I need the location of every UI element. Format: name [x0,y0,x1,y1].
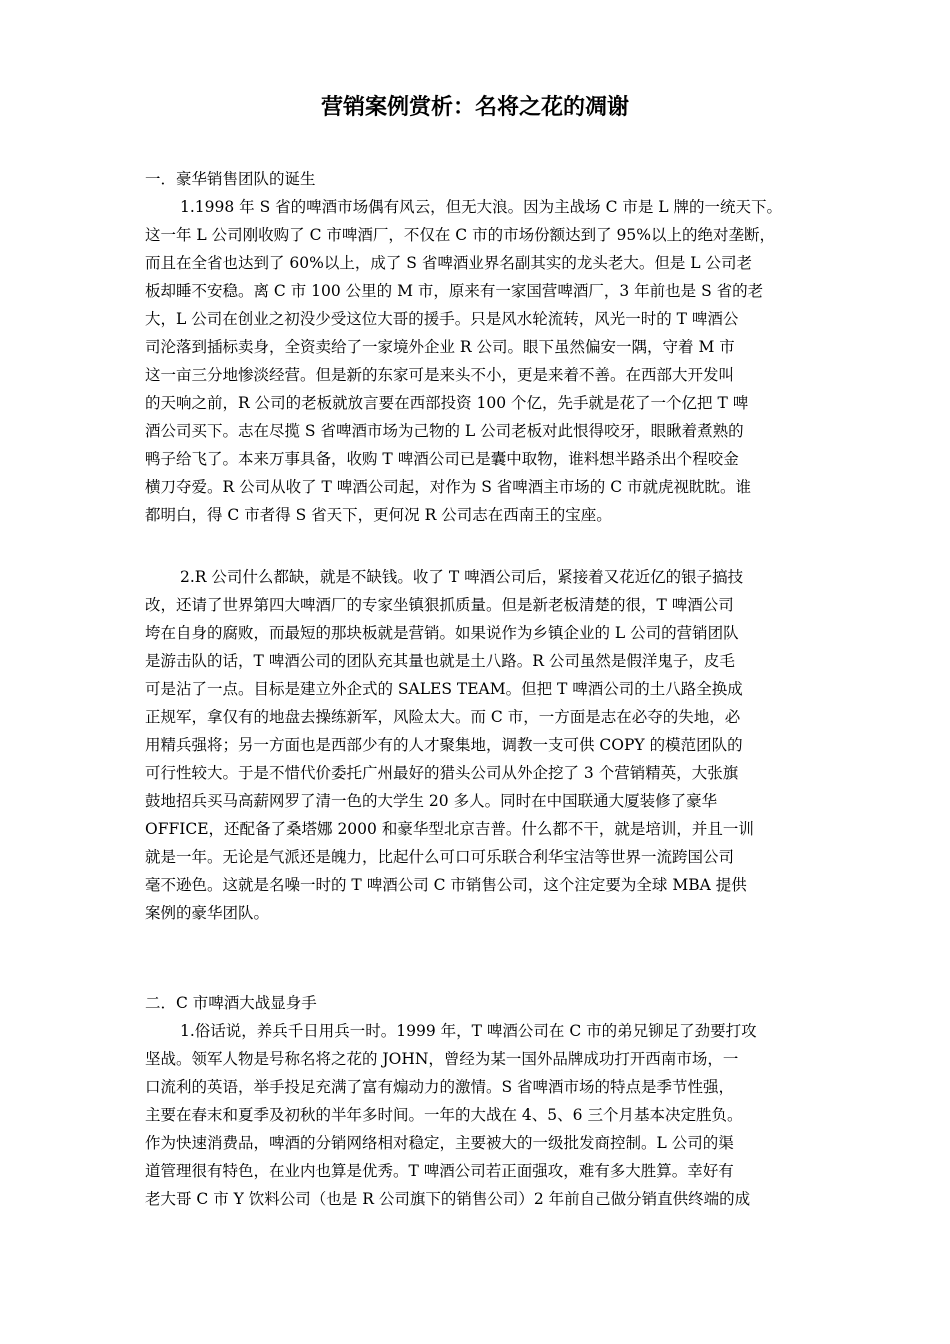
section-heading-2: 二．C 市啤酒大战显身手 [145,994,317,1012]
paragraph-line: 就是一年。无论是气派还是魄力，比起什么可口可乐联合利华宝洁等世界一流跨国公司 [145,848,735,866]
paragraph-line: 鸭子给飞了。本来万事具备，收购 T 啤酒公司已是囊中取物，谁料想半路杀出个程咬金 [145,450,739,468]
paragraph-line: 1.俗话说，养兵千日用兵一时。1999 年，T 啤酒公司在 C 市的弟兄铆足了劲要打攻 [180,1022,757,1040]
paragraph-line: 垮在自身的腐败，而最短的那块板就是营销。如果说作为乡镇企业的 L 公司的营销团队 [145,624,739,642]
paragraph-line: 是游击队的话，T 啤酒公司的团队充其量也就是土八路。R 公司虽然是假洋鬼子，皮毛 [145,652,735,670]
paragraph-line: 可是沾了一点。目标是建立外企式的 SALES TEAM。但把 T 啤酒公司的土八路全换成 [145,680,743,698]
paragraph-line: 用精兵强将；另一方面也是西部少有的人才聚集地，调教一支可供 COPY 的模范团队的 [145,736,743,754]
paragraph-line: 2.R 公司什么都缺，就是不缺钱。收了 T 啤酒公司后，紧接着又花近亿的银子搞技 [180,568,744,586]
paragraph-line: 口流利的英语，举手投足充满了富有煽动力的激情。S 省啤酒市场的特点是季节性强， [145,1078,735,1096]
paragraph-line: 这一年 L 公司刚收购了 C 市啤酒厂，不仅在 C 市的市场份额达到了 95%以上的绝对垄断， [145,226,775,244]
paragraph-line: 的天响之前，R 公司的老板就放言要在西部投资 100 个亿，先手就是花了一个亿把 T 啤 [145,394,749,412]
section-heading-1: 一．豪华销售团队的诞生 [145,170,316,188]
paragraph-line: 改，还请了世界第四大啤酒厂的专家坐镇狠抓质量。但是新老板清楚的很，T 啤酒公司 [145,596,734,614]
paragraph-line: 正规军，拿仅有的地盘去操练新军，风险太大。而 C 市，一方面是志在必夺的失地，必 [145,708,741,726]
paragraph-line: 大，L 公司在创业之初没少受这位大哥的援手。只是风水轮流转，风光一时的 T 啤酒公 [145,310,739,328]
paragraph-line: OFFICE，还配备了桑塔娜 2000 和豪华型北京吉普。什么都不干，就是培训，并且一训 [145,820,754,838]
paragraph-line: 这一亩三分地惨淡经营。但是新的东家可是来头不小，更是来着不善。在西部大开发叫 [145,366,735,384]
paragraph-line: 作为快速消费品，啤酒的分销网络相对稳定，主要被大的一级批发商控制。L 公司的渠 [145,1134,734,1152]
paragraph-line: 坚战。领军人物是号称名将之花的 JOHN，曾经为某一国外品牌成功打开西南市场，一 [145,1050,739,1068]
paragraph-line: 主要在春末和夏季及初秋的半年多时间。一年的大战在 4、5、6 三个月基本决定胜负。 [145,1106,743,1124]
paragraph-line: 司沦落到插标卖身，全资卖给了一家境外企业 R 公司。眼下虽然偏安一隅，守着 M 市 [145,338,735,356]
paragraph-line: 板却睡不安稳。离 C 市 100 公里的 M 市，原来有一家国营啤酒厂，3 年前也是 S 省的老 [145,282,764,300]
paragraph-line: 道管理很有特色，在业内也算是优秀。T 啤酒公司若正面强攻，难有多大胜算。幸好有 [145,1162,734,1180]
paragraph-line: 毫不逊色。这就是名噪一时的 T 啤酒公司 C 市销售公司，这个注定要为全球 MBA 提供 [145,876,747,894]
paragraph-line: 都明白，得 C 市者得 S 省天下，更何况 R 公司志在西南王的宝座。 [145,506,612,524]
paragraph-line: 横刀夺爱。R 公司从收了 T 啤酒公司起，对作为 S 省啤酒主市场的 C 市就虎视眈眈。谁 [145,478,751,496]
paragraph-line: 可行性较大。于是不惜代价委托广州最好的猎头公司从外企挖了 3 个营销精英，大张旗 [145,764,739,782]
paragraph-line: 酒公司买下。志在尽揽 S 省啤酒市场为己物的 L 公司老板对此恨得咬牙，眼瞅着煮熟的 [145,422,744,440]
paragraph-line: 老大哥 C 市 Y 饮料公司（也是 R 公司旗下的销售公司）2 年前自己做分销直供终端的成 [145,1190,751,1208]
paragraph-line: 1.1998 年 S 省的啤酒市场偶有风云，但无大浪。因为主战场 C 市是 L 牌的一统天下。 [180,198,782,216]
paragraph-line: 鼓地招兵买马高薪网罗了清一色的大学生 20 多人。同时在中国联通大厦装修了豪华 [145,792,718,810]
paragraph-line: 案例的豪华团队。 [145,904,270,922]
paragraph-line: 而且在全省也达到了 60%以上，成了 S 省啤酒业界名副其实的龙头老大。但是 L 公司老 [145,254,753,272]
page-title: 营销案例赏析：名将之花的凋谢 [320,95,629,120]
